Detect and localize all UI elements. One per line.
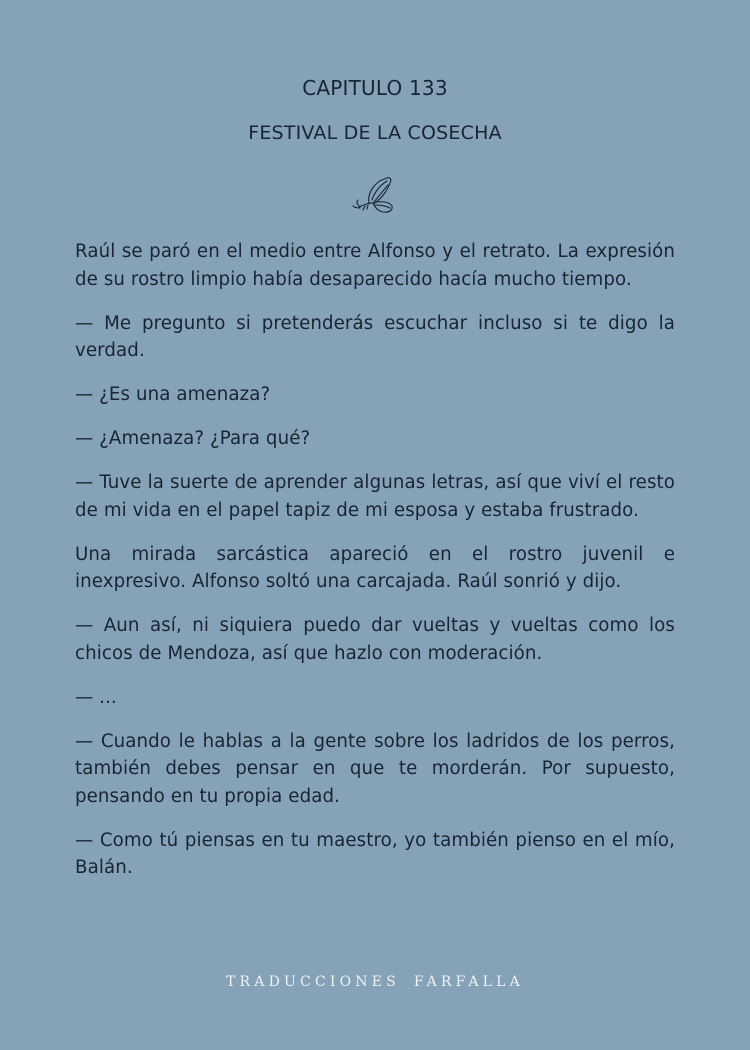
chapter-body (75, 238, 675, 898)
footer-word: TRADUCCIONES (226, 974, 400, 990)
paragraph: — Cuando le hablas a la gente sobre los ladridos de los perros, también debes pensar en que te morderán. Por supuesto, pensando en tu propia edad. (75, 730, 675, 807)
paragraph: — Aun así, ni siquiera puedo dar vueltas y vueltas como los chicos de Mendoza, así que hazlo con moderación. (75, 615, 675, 664)
paragraph: — ... (75, 686, 117, 708)
paragraph: Raúl se paró en el medio entre Alfonso y el retrato. La expresión de su rostro limpio había desaparecido hacía mucho tiempo. (75, 241, 675, 290)
paragraph: — ¿Amenaza? ¿Para qué? (75, 428, 311, 449)
butterfly-icon (347, 173, 397, 217)
paragraph: — ¿Es una amenaza? (75, 384, 271, 405)
paragraph: — Me pregunto si pretenderás escuchar incluso si te digo la verdad. (75, 312, 675, 361)
paragraph: Una mirada sarcástica apareció en el rostro juvenil e inexpresivo. Alfonso soltó una carcajada. Raúl sonrió y dijo. (75, 543, 675, 592)
footer-credit (0, 974, 750, 990)
paragraph: — Tuve la suerte de aprender algunas letras, así que viví el resto de mi vida en el papel tapiz de mi esposa y estaba frustrado. (75, 472, 675, 521)
footer-word: FARFALLA (413, 974, 524, 990)
paragraph: — Como tú piensas en tu maestro, yo también pienso en el mío, Balán. (75, 829, 675, 878)
chapter-number: CAPITULO 133 (302, 76, 448, 100)
chapter-title: FESTIVAL DE LA COSECHA (248, 122, 502, 144)
